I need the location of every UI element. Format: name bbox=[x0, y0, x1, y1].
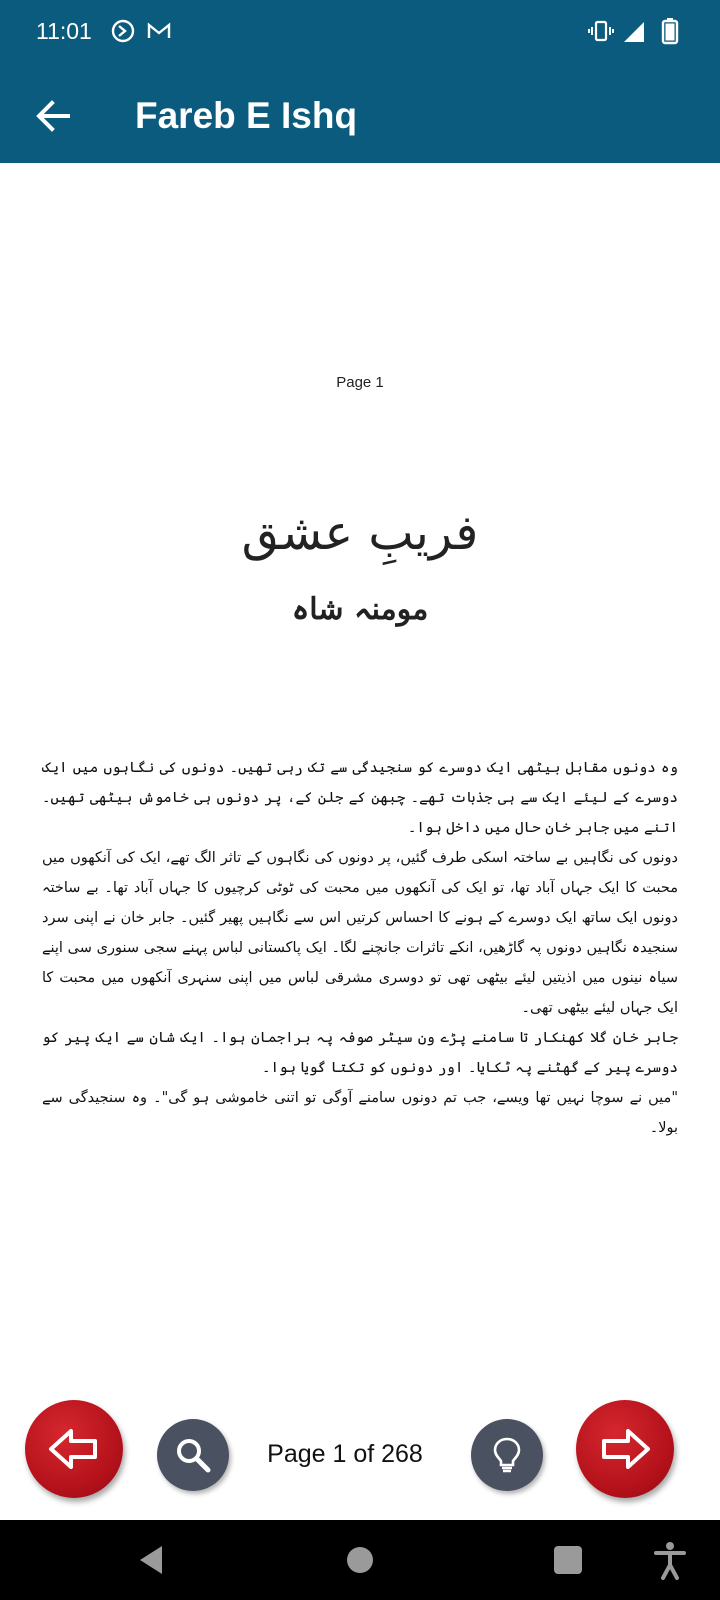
arrow-left-outline-icon bbox=[47, 1426, 101, 1472]
back-triangle-icon bbox=[130, 1538, 174, 1582]
search-button[interactable] bbox=[157, 1419, 229, 1491]
nav-home-button[interactable] bbox=[338, 1538, 382, 1582]
system-nav-bar bbox=[0, 1520, 720, 1600]
paragraph: جابر خان گلا کھنکار تا سامنے پڑے ون سیٹر صوفہ پہ براجمان ہوا۔ ایک شان سے ایک پیر کو دوسرے پیر کے گھٹنے پہ ٹکایا۔ اور دونوں کو تکتا گویا ہوا۔ bbox=[42, 1030, 678, 1076]
nav-back-button[interactable] bbox=[130, 1538, 174, 1582]
vibrate-icon bbox=[588, 16, 614, 51]
book-title: فریبِ عشق bbox=[241, 505, 479, 561]
paragraph: "میں نے سوچا نہیں تھا ویسے، جب تم دونوں سامنے آوگی تو اتنی خاموشی ہو گی"۔ وہ سنجیدگی سے بولا۔ bbox=[42, 1090, 678, 1136]
gmail-icon bbox=[146, 16, 172, 51]
lightbulb-icon bbox=[487, 1435, 527, 1475]
app-title: Fareb E Ishq bbox=[135, 95, 358, 136]
night-mode-button[interactable] bbox=[471, 1419, 543, 1491]
status-time: 11:01 bbox=[36, 18, 92, 44]
battery-icon bbox=[660, 16, 680, 51]
arrow-back-icon bbox=[26, 88, 82, 144]
search-icon bbox=[173, 1435, 213, 1475]
book-page[interactable] bbox=[0, 163, 720, 1520]
nav-recents-button[interactable] bbox=[546, 1538, 590, 1582]
page-header: Page 1 bbox=[336, 374, 384, 391]
signal-icon bbox=[622, 16, 648, 51]
paragraph: دونوں کی نگاہیں بے ساختہ اسکی طرف گئیں، پر دونوں کی نگاہوں کے تاثر الگ تھے، ایک کی آنکھوں میں محبت کا ایک جہاں آباد تھا، تو ایک کی آنکھوں میں محبت کی ٹوٹی کرچیوں کا جہاں آباد تھا۔ بے ساختہ دونوں ایک ساتھ ایک دوسرے کے ہونے کا احساس کرتیں اس سے نگاہیں پھیر گئیں۔ جابر خان نے اپنی سرد سنجیدہ نگاہیں دونوں پہ گاڑھیں، انکے تاثرات جانچنے لگا۔ ایک پاکستانی لباس پہنے سجی سنوری سی اپنے سیاہ نینوں میں اذیتیں لیئے بیٹھی تھی تو دوسری مشرقی لباس میں اپنی سنہری آنکھوں میں محبت کا ایک جہاں لیئے بیٹھی تھی۔ bbox=[42, 850, 678, 1016]
paragraph: وہ دونوں مقابل بیٹھی ایک دوسرے کو سنجیدگی سے تک رہی تھیں۔ دونوں کی نگاہوں میں ایک دوسرے کے لیئے ایک سے ہی جذبات تھے۔ چبھن کے جلن کے، پر دونوں ہی خاموش بیٹھی تھیں۔ اتنے میں جابر خان حال میں داخل ہوا۔ bbox=[42, 760, 678, 836]
recents-square-icon bbox=[546, 1538, 590, 1582]
nav-accessibility-button[interactable] bbox=[648, 1538, 692, 1582]
home-circle-icon bbox=[338, 1538, 382, 1582]
previous-page-button[interactable] bbox=[25, 1400, 123, 1498]
arrow-right-outline-icon bbox=[598, 1426, 652, 1472]
app-bar bbox=[0, 0, 720, 163]
sync-icon bbox=[110, 16, 136, 51]
back-button[interactable] bbox=[26, 88, 82, 144]
book-author: مومنہ شاہ bbox=[291, 592, 429, 627]
page-body-text bbox=[42, 753, 678, 1143]
accessibility-icon bbox=[648, 1538, 692, 1582]
next-page-button[interactable] bbox=[576, 1400, 674, 1498]
page-counter: Page 1 of 268 bbox=[267, 1440, 423, 1468]
